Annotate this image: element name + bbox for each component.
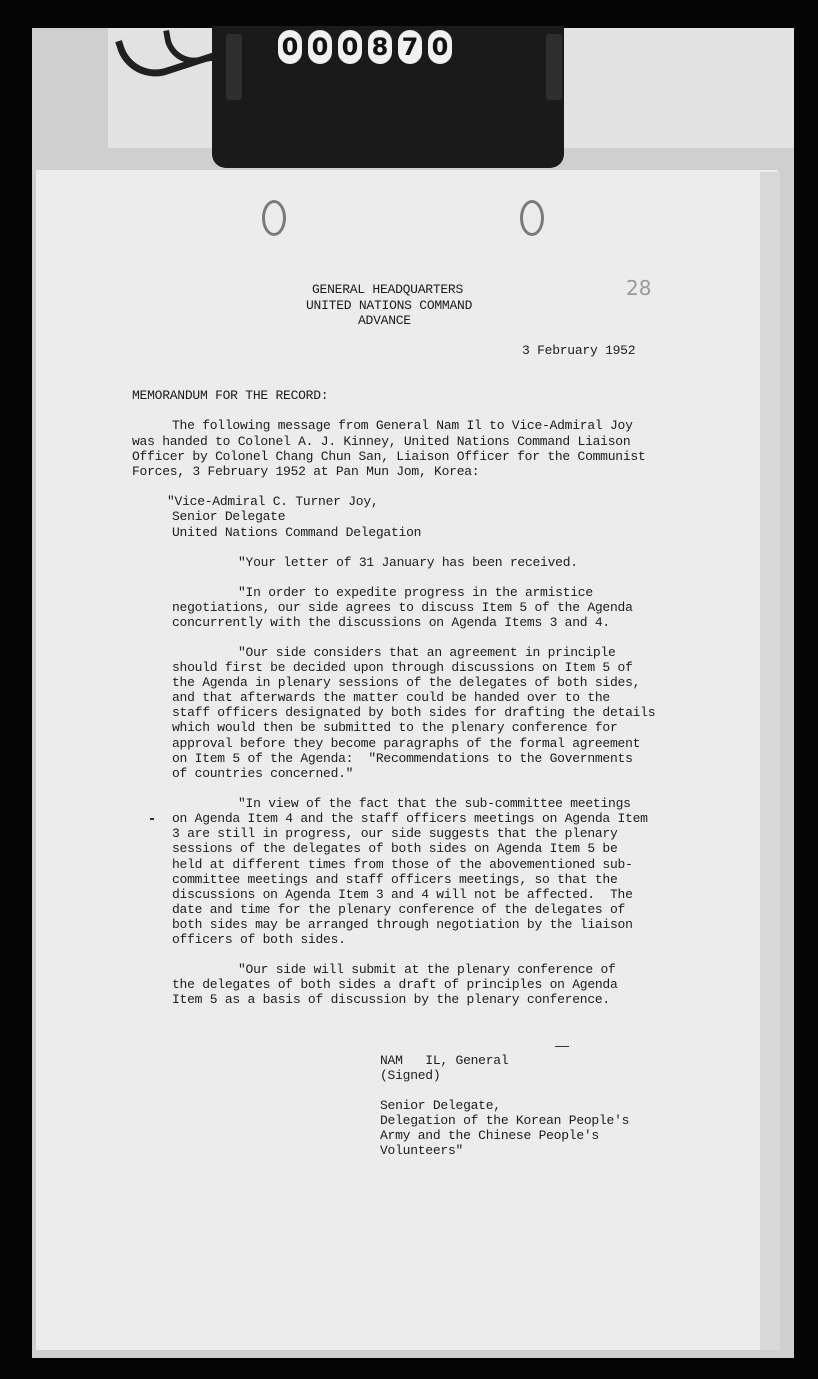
signatory-title-line: Senior Delegate, <box>380 1098 501 1113</box>
punch-hole <box>520 200 544 236</box>
message-paragraph-4-line: sessions of the delegates of both sides on Agenda Item 5 be <box>172 841 618 856</box>
message-paragraph-4-line: 3 are still in progress, our side suggests that the plenary <box>172 826 618 841</box>
counter-digit: 0 <box>278 30 302 64</box>
counter-digit: 0 <box>308 30 332 64</box>
address-line: Senior Delegate <box>172 509 286 524</box>
message-paragraph-3-line: on Item 5 of the Agenda: "Recommendations to the Governments <box>172 751 633 766</box>
counter-digit: 7 <box>398 30 422 64</box>
message-paragraph-5-line: Item 5 as a basis of discussion by the plenary conference. <box>172 992 610 1007</box>
heading-line-2: UNITED NATIONS COMMAND <box>306 298 473 313</box>
memo-title: MEMORANDUM FOR THE RECORD: <box>132 388 329 403</box>
message-paragraph-3-line: should first be decided upon through discussions on Item 5 of <box>172 660 633 675</box>
message-paragraph-3-line: "Our side considers that an agreement in principle <box>238 645 616 660</box>
message-paragraph-4-line: date and time for the plenary conference of the delegates of <box>172 902 626 917</box>
punch-hole <box>262 200 286 236</box>
frame-counter-digits <box>278 30 452 66</box>
message-paragraph-3-line: approval before they become paragraphs of the formal agreement <box>172 736 641 751</box>
address-line: "Vice-Admiral C. Turner Joy, <box>167 494 379 509</box>
film-speck <box>555 1046 569 1047</box>
message-paragraph-4-line: on Agenda Item 4 and the staff officers meetings on Agenda Item <box>172 811 648 826</box>
page-edge <box>760 172 780 1350</box>
heading-line-1: GENERAL HEADQUARTERS <box>312 282 464 297</box>
message-paragraph-2-line: negotiations, our side agrees to discuss Item 5 of the Agenda <box>172 600 633 615</box>
message-paragraph-1: "Your letter of 31 January has been received. <box>238 555 578 570</box>
signature-name: NAM IL, General <box>380 1053 509 1068</box>
message-paragraph-4-line: both sides may be arranged through negotiation by the liaison <box>172 917 633 932</box>
counter-digit: 0 <box>428 30 452 64</box>
signatory-title-line: Delegation of the Korean People's <box>380 1113 630 1128</box>
message-paragraph-2-line: concurrently with the discussions on Agenda Items 3 and 4. <box>172 615 610 630</box>
counter-bracket <box>546 34 562 100</box>
message-paragraph-2-line: "In order to expedite progress in the armistice <box>238 585 593 600</box>
signatory-title-line: Army and the Chinese People's <box>380 1128 599 1143</box>
intro-line: was handed to Colonel A. J. Kinney, United Nations Command Liaison <box>132 434 631 449</box>
memo-date: 3 February 1952 <box>522 343 636 358</box>
message-paragraph-3-line: the Agenda in plenary sessions of the delegates of both sides, <box>172 675 641 690</box>
message-paragraph-5-line: the delegates of both sides a draft of principles on Agenda <box>172 977 618 992</box>
message-paragraph-5-line: "Our side will submit at the plenary conference of <box>238 962 616 977</box>
signature-note: (Signed) <box>380 1068 441 1083</box>
message-paragraph-3-line: of countries concerned." <box>172 766 354 781</box>
message-paragraph-3-line: and that afterwards the matter could be handed over to the <box>172 690 610 705</box>
intro-line: Officer by Colonel Chang Chun San, Liaison Officer for the Communist <box>132 449 646 464</box>
heading-line-3: ADVANCE <box>358 313 411 328</box>
page-number: 28 <box>626 276 652 300</box>
counter-digit: 0 <box>338 30 362 64</box>
message-paragraph-4-line: discussions on Agenda Item 3 and 4 will not be affected. The <box>172 887 633 902</box>
counter-bracket <box>226 34 242 100</box>
intro-line: Forces, 3 February 1952 at Pan Mun Jom, Korea: <box>132 464 480 479</box>
message-paragraph-4-line: committee meetings and staff officers meetings, so that the <box>172 872 618 887</box>
message-paragraph-3-line: which would then be submitted to the plenary conference for <box>172 720 618 735</box>
film-speck <box>150 818 154 820</box>
address-line: United Nations Command Delegation <box>172 525 422 540</box>
message-paragraph-4-line: "In view of the fact that the sub-committee meetings <box>238 796 631 811</box>
message-paragraph-4-line: held at different times from those of the abovementioned sub- <box>172 857 633 872</box>
signatory-title-line: Volunteers" <box>380 1143 464 1158</box>
message-paragraph-3-line: staff officers designated by both sides for drafting the details <box>172 705 656 720</box>
message-paragraph-4-line: officers of both sides. <box>172 932 346 947</box>
intro-line: The following message from General Nam Il to Vice-Admiral Joy <box>172 418 633 433</box>
counter-digit: 8 <box>368 30 392 64</box>
